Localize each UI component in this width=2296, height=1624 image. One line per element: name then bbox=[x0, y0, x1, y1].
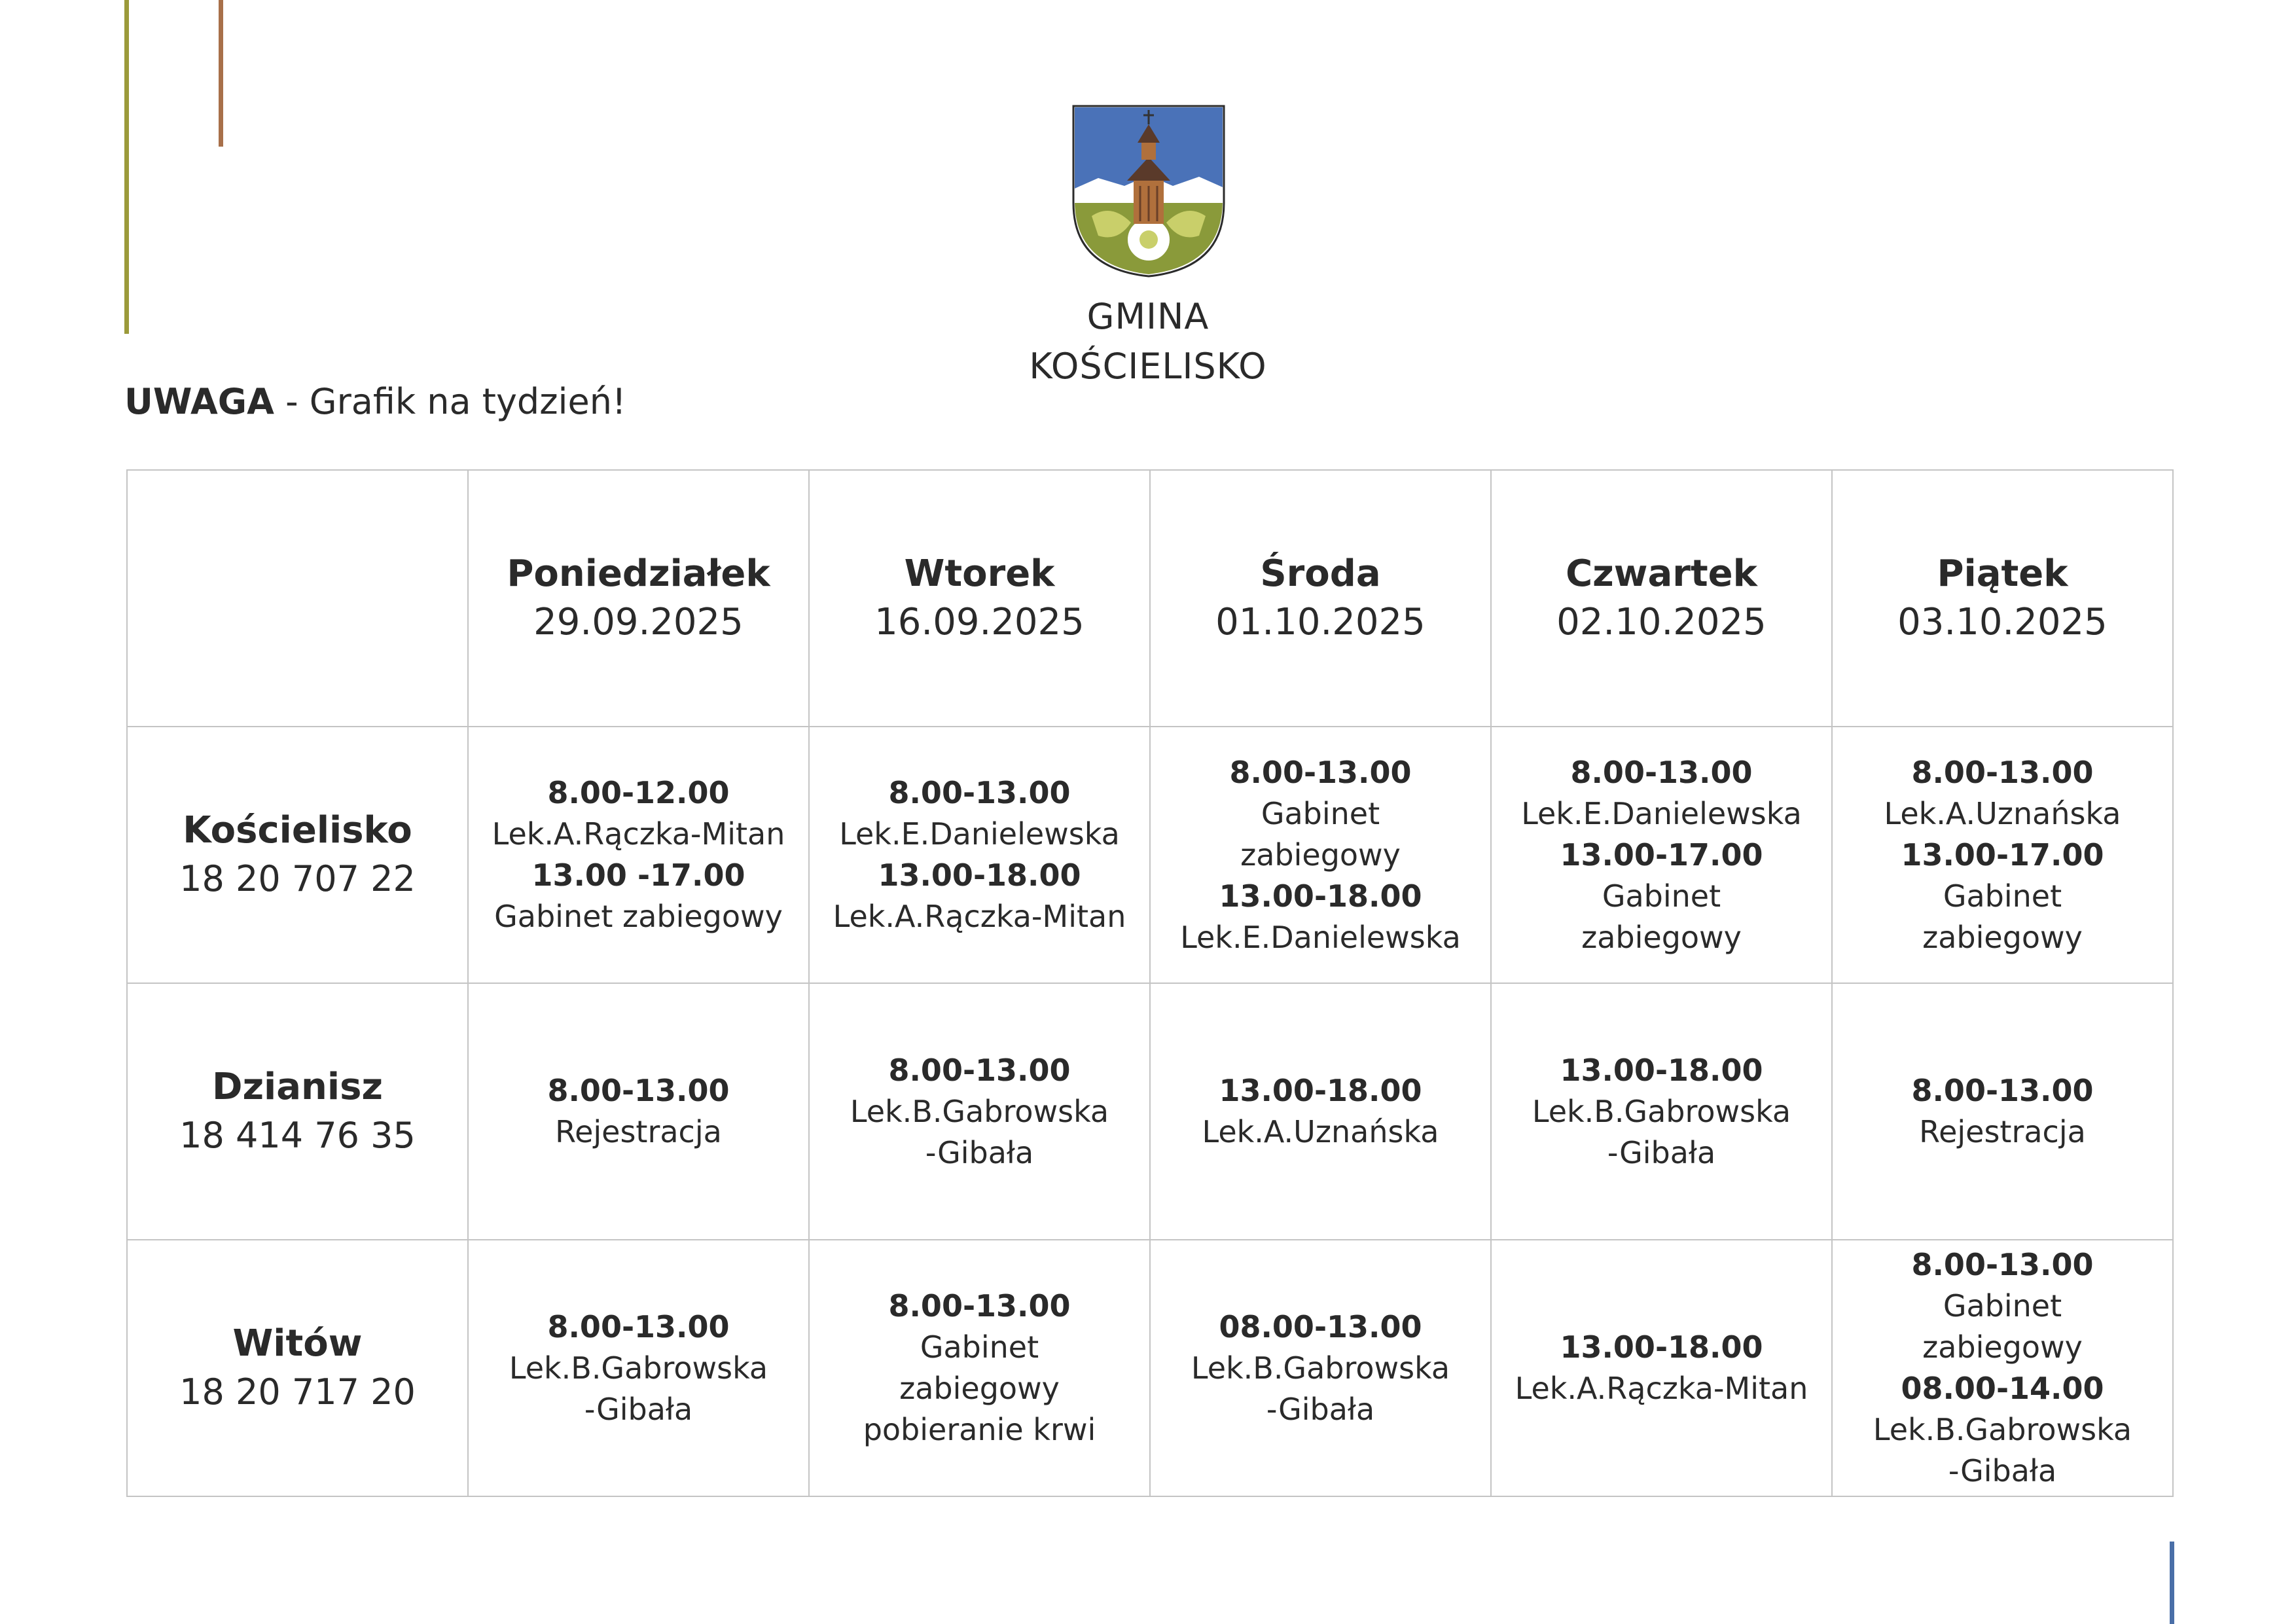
duty-description: Gabinet zabiegowy bbox=[494, 899, 783, 934]
municipality-line-1: GMINA bbox=[1086, 296, 1210, 337]
time-range: 8.00-13.00 bbox=[1911, 1247, 2094, 1282]
day-header bbox=[1832, 470, 2173, 727]
accent-line-blue bbox=[2170, 1542, 2174, 1624]
schedule-cell bbox=[468, 727, 809, 983]
day-header bbox=[1491, 470, 1832, 727]
duty-description: pobieranie krwi bbox=[863, 1412, 1096, 1447]
time-range: 08.00-13.00 bbox=[1219, 1308, 1422, 1344]
day-name: Poniedziałek bbox=[507, 552, 770, 595]
coat-of-arms-icon bbox=[1072, 105, 1225, 278]
duty-description: Lek.B.Gabrowska bbox=[1191, 1350, 1450, 1386]
day-date: 02.10.2025 bbox=[1556, 601, 1767, 643]
accent-line-brown bbox=[219, 0, 223, 147]
table-row bbox=[127, 983, 2173, 1240]
location-phone: 18 20 707 22 bbox=[179, 858, 416, 899]
schedule-cell bbox=[1491, 727, 1832, 983]
time-range: 13.00-18.00 bbox=[1219, 1073, 1422, 1108]
schedule-cell bbox=[1832, 983, 2173, 1240]
day-date: 16.09.2025 bbox=[874, 601, 1085, 643]
duty-description: Lek.A.Rączka-Mitan bbox=[492, 816, 785, 852]
time-range: 13.00-18.00 bbox=[1560, 1052, 1763, 1088]
municipality-line-2: KOŚCIELISKO bbox=[1029, 346, 1267, 387]
time-range: 8.00-13.00 bbox=[888, 1288, 1071, 1324]
duty-description: Rejestracja bbox=[555, 1114, 722, 1149]
duty-description: Gabinet bbox=[1943, 1288, 2062, 1324]
time-range: 8.00-12.00 bbox=[547, 775, 730, 810]
day-header bbox=[1150, 470, 1491, 727]
location-cell bbox=[127, 727, 468, 983]
duty-description: -Gibała bbox=[1948, 1453, 2057, 1489]
time-range: 13.00-17.00 bbox=[1560, 837, 1763, 873]
time-range: 13.00 -17.00 bbox=[531, 857, 745, 893]
schedule-cell bbox=[809, 727, 1150, 983]
schedule-cell bbox=[1150, 1240, 1491, 1496]
header-row bbox=[127, 470, 2173, 727]
schedule-cell bbox=[1491, 983, 1832, 1240]
location-phone: 18 414 76 35 bbox=[179, 1115, 416, 1156]
schedule-cell bbox=[1150, 727, 1491, 983]
table-row bbox=[127, 1240, 2173, 1496]
schedule-cell bbox=[1491, 1240, 1832, 1496]
time-range: 13.00-18.00 bbox=[878, 857, 1081, 893]
location-name: Dzianisz bbox=[211, 1066, 384, 1108]
schedule-cell bbox=[1832, 1240, 2173, 1496]
notice bbox=[124, 381, 626, 422]
duty-description: Gabinet bbox=[1943, 878, 2062, 914]
day-date: 01.10.2025 bbox=[1215, 601, 1426, 643]
time-range: 8.00-13.00 bbox=[1570, 754, 1753, 790]
duty-description: zabiegowy bbox=[1922, 919, 2083, 955]
time-range: 13.00-18.00 bbox=[1560, 1329, 1763, 1365]
schedule-cell bbox=[468, 1240, 809, 1496]
duty-description: -Gibała bbox=[925, 1134, 1034, 1170]
municipality-name bbox=[886, 292, 1410, 391]
day-header bbox=[809, 470, 1150, 727]
location-cell bbox=[127, 983, 468, 1240]
duty-description: zabiegowy bbox=[899, 1371, 1060, 1406]
time-range: 13.00-17.00 bbox=[1901, 837, 2104, 873]
duty-description: Lek.B.Gabrowska bbox=[509, 1350, 768, 1386]
duty-description: Lek.A.Uznańska bbox=[1884, 795, 2121, 831]
schedule-cell bbox=[809, 983, 1150, 1240]
notice-text: - Grafik na tydzień! bbox=[274, 381, 626, 422]
day-date: 03.10.2025 bbox=[1897, 601, 2108, 643]
time-range: 8.00-13.00 bbox=[1911, 1073, 2094, 1108]
schedule-table bbox=[126, 469, 2174, 1497]
corner-cell bbox=[127, 470, 468, 727]
duty-description: Lek.E.Danielewska bbox=[839, 816, 1120, 852]
schedule-cell bbox=[1150, 983, 1491, 1240]
day-name: Wtorek bbox=[904, 552, 1055, 595]
time-range: 8.00-13.00 bbox=[547, 1308, 730, 1344]
time-range: 13.00-18.00 bbox=[1219, 878, 1422, 914]
duty-description: zabiegowy bbox=[1240, 837, 1401, 873]
time-range: 8.00-13.00 bbox=[1911, 754, 2094, 790]
duty-description: Lek.E.Danielewska bbox=[1521, 795, 1802, 831]
duty-description: Lek.E.Danielewska bbox=[1180, 919, 1461, 955]
day-date: 29.09.2025 bbox=[533, 601, 744, 643]
duty-description: zabiegowy bbox=[1922, 1329, 2083, 1365]
duty-description: Gabinet bbox=[1602, 878, 1721, 914]
duty-description: -Gibała bbox=[584, 1391, 693, 1427]
schedule-cell bbox=[468, 983, 809, 1240]
time-range: 8.00-13.00 bbox=[547, 1073, 730, 1108]
duty-description: Lek.B.Gabrowska bbox=[1532, 1093, 1791, 1129]
duty-description: zabiegowy bbox=[1581, 919, 1742, 955]
duty-description: Lek.A.Uznańska bbox=[1202, 1114, 1439, 1149]
duty-description: Rejestracja bbox=[1919, 1114, 2086, 1149]
duty-description: -Gibała bbox=[1266, 1391, 1375, 1427]
duty-description: Lek.A.Rączka-Mitan bbox=[1515, 1371, 1808, 1406]
notice-bold: UWAGA bbox=[124, 381, 274, 422]
location-cell bbox=[127, 1240, 468, 1496]
schedule-cell bbox=[1832, 727, 2173, 983]
accent-line-olive bbox=[124, 0, 129, 334]
duty-description: Gabinet bbox=[1261, 795, 1380, 831]
location-phone: 18 20 717 20 bbox=[179, 1371, 416, 1413]
time-range: 8.00-13.00 bbox=[888, 1052, 1071, 1088]
day-name: Środa bbox=[1260, 552, 1381, 595]
duty-description: Lek.A.Rączka-Mitan bbox=[833, 899, 1126, 934]
table-row bbox=[127, 727, 2173, 983]
time-range: 08.00-14.00 bbox=[1901, 1371, 2104, 1406]
time-range: 8.00-13.00 bbox=[1229, 754, 1412, 790]
duty-description: Lek.B.Gabrowska bbox=[1873, 1412, 2132, 1447]
day-name: Piątek bbox=[1937, 552, 2068, 595]
time-range: 8.00-13.00 bbox=[888, 775, 1071, 810]
location-name: Kościelisko bbox=[183, 809, 412, 852]
location-name: Witów bbox=[232, 1322, 363, 1365]
duty-description: -Gibała bbox=[1607, 1134, 1716, 1170]
schedule-cell bbox=[809, 1240, 1150, 1496]
day-name: Czwartek bbox=[1566, 552, 1757, 595]
duty-description: Lek.B.Gabrowska bbox=[850, 1093, 1109, 1129]
duty-description: Gabinet bbox=[920, 1329, 1039, 1365]
day-header bbox=[468, 470, 809, 727]
